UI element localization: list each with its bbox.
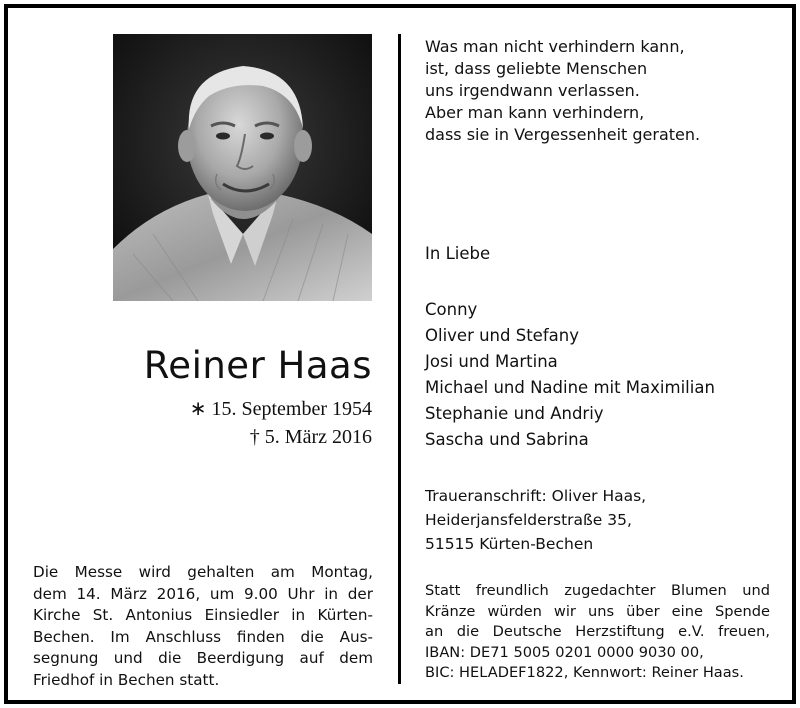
mourning-address — [425, 484, 646, 556]
address-line: 51515 Kürten-Bechen — [425, 535, 594, 553]
donation-line: Kränze würden wir uns über eine Spende — [425, 602, 770, 620]
donation-notice — [425, 581, 770, 684]
service-line: Friedhof in Bechen statt. — [33, 670, 220, 689]
poem-line: Was man nicht verhindern kann, — [425, 37, 685, 56]
service-notice — [33, 562, 373, 691]
donation-line: BIC: HELADEF1822, Kennwort: Reiner Haas. — [425, 664, 744, 681]
mourner-name: Josi und Martina — [425, 352, 558, 371]
donation-line: Statt freundlich zugedachter Blumen und — [425, 582, 770, 599]
portrait-photo — [113, 34, 372, 301]
service-line: Kirche St. Antonius Einsiedler in Kürten- — [33, 606, 373, 624]
poem-line: Aber man kann verhindern, — [425, 103, 645, 122]
column-divider — [398, 34, 401, 684]
mourner-name: Sascha und Sabrina — [425, 430, 589, 449]
service-line: dem 14. März 2016, um 9.00 Uhr in der — [33, 584, 373, 603]
mourner-name: Michael und Nadine mit Maximilian — [425, 378, 715, 397]
mourner-name: Oliver und Stefany — [425, 326, 579, 345]
address-line: Heiderjansfelderstraße 35, — [425, 511, 632, 529]
mourners-list — [425, 297, 715, 453]
donation-line: an die Deutsche Herzstiftung e.V. freuen, — [425, 623, 770, 640]
mourners-heading: In Liebe — [425, 244, 491, 263]
poem-line: uns irgendwann verlassen. — [425, 81, 640, 100]
mourner-name: Stephanie und Andriy — [425, 404, 604, 423]
death-date: † 5. März 2016 — [249, 426, 372, 448]
memorial-poem — [425, 36, 700, 146]
deceased-name: Reiner Haas — [143, 344, 372, 387]
address-line: Traueranschrift: Oliver Haas, — [425, 487, 647, 505]
portrait-illustration — [113, 34, 372, 301]
birth-date: ∗ 15. September 1954 — [189, 398, 372, 420]
service-line: segnung und die Beerdigung auf dem — [33, 649, 373, 667]
mourner-name: Conny — [425, 300, 478, 319]
service-line: Die Messe wird gehalten am Montag, — [33, 563, 373, 581]
poem-line: ist, dass geliebte Menschen — [425, 59, 648, 78]
donation-line: IBAN: DE71 5005 0201 0000 9030 00, — [425, 643, 704, 661]
service-line: Bechen. Im Anschluss finden die Aus- — [33, 627, 373, 646]
poem-line: dass sie in Vergessenheit geraten. — [425, 125, 701, 144]
